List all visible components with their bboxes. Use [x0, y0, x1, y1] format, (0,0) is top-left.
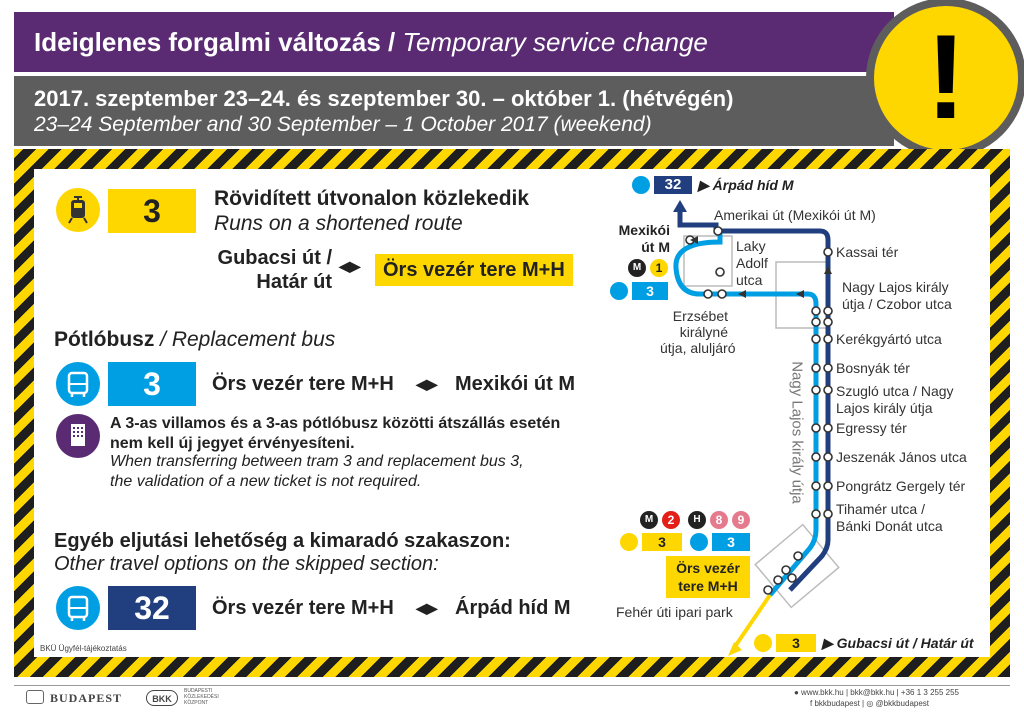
- map-stop-tihamer: [836, 501, 943, 535]
- stop-jeszenak: [812, 453, 820, 461]
- hev-line8-badge: 8: [710, 511, 728, 529]
- map-stop-kerekgyarto: Kerékgyártó utca: [836, 331, 942, 347]
- stop-ors-4: [788, 574, 796, 582]
- bus32-arrowhead: [673, 200, 687, 212]
- stop-kerekgyarto-2: [824, 335, 832, 343]
- map-stop-jeszenak: Jeszenák János utca: [836, 449, 967, 465]
- stop-bosnyak: [812, 364, 820, 372]
- footer-social: f bkkbudapest | ◎ @bkkbudapest: [810, 699, 930, 708]
- tram-heading-hungarian: Rövidített útvonalon közlekedik: [214, 187, 530, 210]
- map-mexikoi-label: [604, 222, 670, 256]
- bus-icon: [610, 282, 628, 300]
- map-stop-pongratz: Pongrátz Gergely tér: [836, 478, 966, 494]
- title-hungarian: Ideiglenes forgalmi változás /: [34, 27, 396, 57]
- ticket-note-en-line1: When transferring between tram 3 and replacement bus 3,: [110, 453, 524, 470]
- stop-nagylajos-3: [812, 318, 820, 326]
- map-szuglo-line1: Szugló utca / Nagy: [836, 383, 954, 399]
- bidirectional-arrow-icon: ◀▶: [339, 258, 361, 274]
- map-stop-egressy: Egressy tér: [836, 420, 907, 436]
- bus-icon: [690, 533, 708, 551]
- stop-kassai: [824, 248, 832, 256]
- map-stop-laky: [736, 238, 768, 289]
- date-english: 23–24 September and 30 September – 1 October 2017 (weekend): [34, 113, 652, 136]
- date-hungarian: 2017. szeptember 23–24. és szeptember 30. – október 1. (hétvégén): [34, 86, 734, 111]
- metro-line2-badge: 2: [662, 511, 680, 529]
- footer-divider: [14, 685, 1010, 686]
- map-erzsebet-line2: királyné: [679, 324, 728, 340]
- direction-arrow-icon: [796, 290, 804, 298]
- bkk-logo-subtitle: [184, 688, 219, 706]
- map-laky-line1: Laky: [736, 238, 766, 254]
- metro-icon: M: [628, 259, 646, 277]
- hev-line9-badge: 9: [732, 511, 750, 529]
- bus-route-badge: 3: [108, 362, 196, 406]
- map-tram3-destination: ▶ Gubacsi út / Határ út: [822, 635, 974, 651]
- bkk-logo: BKK: [146, 690, 178, 706]
- stop-ors-2: [782, 566, 790, 574]
- stop-egressy: [812, 424, 820, 432]
- tram-icon: [620, 533, 638, 551]
- stop-jeszenak-2: [824, 453, 832, 461]
- map-stop-kassai: Kassai tér: [836, 244, 899, 260]
- stop-erzsebet-1: [704, 290, 712, 298]
- map-laky-line2: Adolf: [736, 255, 768, 271]
- map-stop-szuglo: [836, 383, 954, 417]
- map-szuglo-line2: Lajos király útja: [836, 400, 933, 416]
- map-laky-line3: utca: [736, 272, 763, 288]
- map-erzsebet-line3: útja, aluljáró: [660, 340, 736, 356]
- bidirectional-arrow-icon: ◀▶: [416, 376, 438, 392]
- stop-szuglo-2: [824, 386, 832, 394]
- map-stop-erzsebet: [660, 308, 736, 356]
- map-mexikoi-line2: út M: [641, 239, 670, 255]
- bus-heading-english: / Replacement bus: [160, 328, 336, 351]
- metro-icon: M: [640, 511, 658, 529]
- stop-erzsebet-2: [718, 290, 726, 298]
- hev-icon: H: [688, 511, 706, 529]
- stop-nagylajos-1: [812, 307, 820, 315]
- map-nagylajos-line2: útja / Czobor utca: [842, 296, 952, 312]
- tram-from-line2: Határ út: [256, 271, 332, 293]
- stop-pongratz: [812, 482, 820, 490]
- map-stop-nagylajos: [842, 279, 952, 313]
- bidirectional-arrow-icon: ◀▶: [416, 600, 438, 616]
- map-bus3-badge: 3: [632, 282, 668, 300]
- direction-arrow-icon: [824, 266, 832, 274]
- bus32-terminus-to: Árpád híd M: [455, 597, 571, 619]
- stop-tihamer-2: [824, 510, 832, 518]
- map-bus32-badge: 32: [654, 176, 692, 194]
- stop-egressy-2: [824, 424, 832, 432]
- bkk-sub-line3: KÖZPONT: [184, 700, 209, 706]
- direction-arrow-icon: [738, 290, 746, 298]
- map-stop-bosnyak: Bosnyák tér: [836, 360, 910, 376]
- stop-nagylajos-4: [824, 318, 832, 326]
- map-tram3-badge: 3: [776, 634, 816, 652]
- stop-kerekgyarto: [812, 335, 820, 343]
- map-ors-line1: Örs vezér: [676, 560, 740, 576]
- bkk-sub-line2: KÖZLEKEDÉSI: [184, 694, 219, 700]
- stop-tihamer: [812, 510, 820, 518]
- map-ors-bus3-badge: 3: [712, 533, 750, 551]
- tram-from-line1: Gubacsi út /: [217, 247, 332, 269]
- map-bus32-destination: ▶ Árpád híd M: [698, 177, 794, 193]
- title-english: Temporary service change: [402, 27, 708, 57]
- stop-ors-3: [774, 576, 782, 584]
- tram-route-badge: 3: [108, 189, 196, 233]
- stop-pongratz-2: [824, 482, 832, 490]
- metro-line1-badge: 1: [650, 259, 668, 277]
- map-stop-amerikai: Amerikai út (Mexikói út M): [714, 207, 876, 223]
- footer-contact: ● www.bkk.hu | bkk@bkk.hu | +36 1 3 255 255: [794, 688, 959, 697]
- map-ors-tram3-badge: 3: [642, 533, 682, 551]
- other-heading-hungarian: Egyéb eljutási lehetőség a kimaradó szakaszon:: [54, 530, 511, 552]
- stop-amerikai: [714, 227, 722, 235]
- bus32-route-badge: 32: [108, 586, 196, 630]
- stop-ors-1: [794, 552, 802, 560]
- stop-nagylajos-2: [824, 307, 832, 315]
- map-mexikoi-line1: Mexikói: [618, 222, 670, 238]
- bus-terminus-to: Mexikói út M: [455, 373, 576, 395]
- stop-szuglo: [812, 386, 820, 394]
- map-ors-label: [666, 556, 750, 598]
- map-tihamer-line2: Bánki Donát utca: [836, 518, 943, 534]
- budapest-crest-icon: [26, 690, 44, 704]
- tram-terminus-to: Örs vezér tere M+H: [375, 254, 573, 286]
- map-stop-feher: Fehér úti ipari park: [616, 604, 733, 620]
- tram-icon: [754, 634, 772, 652]
- budapest-logo-text: BUDAPEST: [50, 691, 123, 705]
- footer-note: BKÜ Ügyfél-tájékoztatás: [40, 644, 127, 653]
- bus32-terminus-from: Örs vezér tere M+H: [212, 597, 394, 619]
- stop-ors-5: [764, 586, 772, 594]
- other-heading-english: Other travel options on the skipped section:: [54, 553, 439, 575]
- map-nagylajos-line1: Nagy Lajos király: [842, 279, 949, 295]
- tram3-arrowhead: [728, 642, 742, 656]
- map-ors-line2: tere M+H: [678, 578, 738, 594]
- exclamation-icon: !: [926, 10, 966, 144]
- map-tihamer-line1: Tihamér utca /: [836, 501, 925, 517]
- stop-bosnyak-2: [824, 364, 832, 372]
- ticket-note-hu-line1: A 3-as villamos és a 3-as pótlóbusz közötti átszállás esetén: [110, 415, 561, 432]
- bus-heading-hungarian: Pótlóbusz: [54, 328, 155, 351]
- bus-icon: [632, 176, 650, 194]
- map-street-name: Nagy Lajos király útja: [788, 361, 806, 504]
- ticket-note-en-line2: the validation of a new ticket is not required.: [110, 473, 422, 490]
- bus-terminus-from: Örs vezér tere M+H: [212, 373, 394, 395]
- ticket-note-hu-line2: nem kell új jegyet érvényesíteni.: [110, 435, 355, 452]
- stop-laky: [716, 268, 724, 276]
- tram-heading-english: Runs on a shortened route: [214, 212, 463, 235]
- bkk-sub-line1: BUDAPESTI: [184, 688, 213, 694]
- map-erzsebet-line1: Erzsébet: [672, 308, 728, 324]
